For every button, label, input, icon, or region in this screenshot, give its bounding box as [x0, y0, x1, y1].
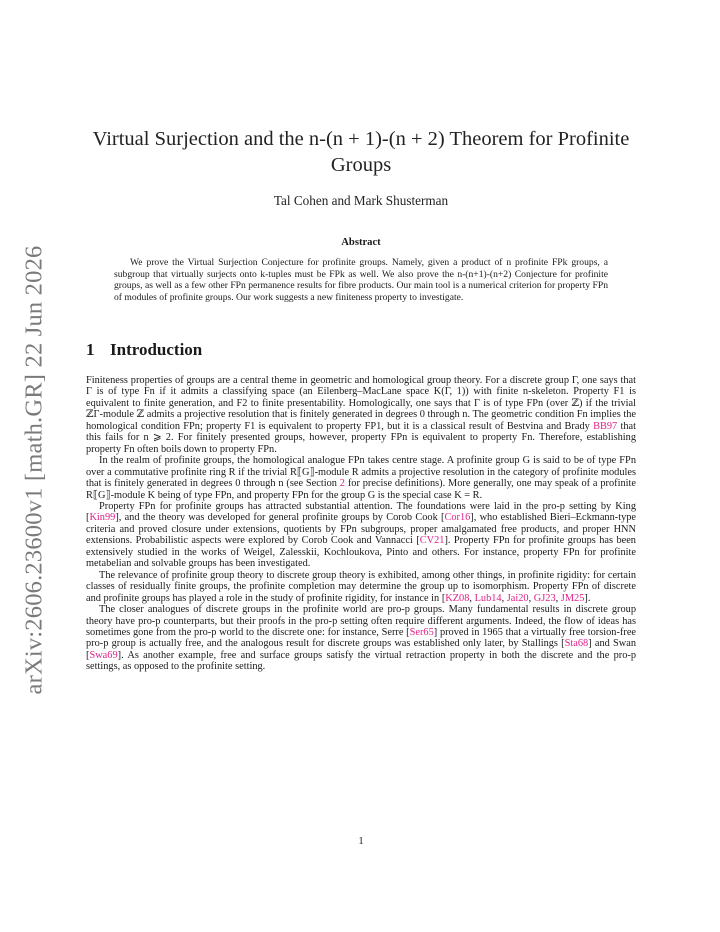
citation-link[interactable]: JM25: [560, 592, 585, 604]
citation-link[interactable]: GJ23: [533, 592, 556, 604]
citation-link[interactable]: Lub14: [474, 592, 502, 604]
citation-link[interactable]: KZ08: [445, 592, 470, 604]
paragraph-text: Finiteness properties of groups are a central theme in geometric and homological group theory. For a discrete group Γ, one says that Γ is of type Fn if it admits a classifying space (an Eilenberg–MacLane space K(Γ, 1)) with finite n-skeleton. Property F1 is equivalent to finite generation, and F2 to finite presentability. Homologically, one says that Γ is of type FPn (over ℤ) if the trivial ℤΓ-module ℤ admits a projective resolution that is finitely generated in degrees 0 through n. The geometric condition Fn implies the homological condition FPn; property F1 is equivalent to property FP1, but it is a classical result of Bestvina and Brady: [86, 375, 636, 432]
paragraph-text: ] and Swan [: [86, 638, 636, 661]
body-paragraph: [86, 604, 636, 673]
paragraph-text: ].: [584, 592, 591, 604]
introduction-body: [86, 375, 636, 673]
paper-authors: Tal Cohen and Mark Shusterman: [273, 193, 449, 208]
paragraph-text: ,: [469, 592, 475, 604]
abstract-heading: Abstract: [341, 237, 381, 248]
body-paragraph: [86, 501, 636, 570]
citation-link[interactable]: Ser65: [409, 626, 434, 638]
paragraph-text: ,: [555, 592, 561, 604]
citation-link[interactable]: Cor16: [444, 512, 471, 524]
paragraph-text: ]. Property FPn for profinite groups has been extensively studied in the works of Weigel, Zalesskii, Kochloukova, Pinto and others. For instance, property FPn for profinite metabelian and solvable groups has been investigated.: [86, 535, 636, 570]
section-heading: [86, 340, 202, 360]
body-paragraph: [86, 375, 636, 455]
paragraph-text: ], and the theory was developed for general profinite groups by Corob Cook [: [115, 512, 445, 524]
paragraph-text: that this fails for n ⩾ 2. For finitely presented groups, however, property FPn is equivalent to property Fn. Therefore, establishing property Fn often boils down to property FPn.: [86, 420, 636, 455]
body-paragraph: [86, 570, 636, 604]
citation-link[interactable]: Swa69: [89, 649, 118, 661]
paragraph-text: The relevance of profinite group theory to discrete group theory is exhibited, among other things, in profinite rigidity: for certain classes of residually finite groups, the profinite completion may determine the group up to isomorphism. Property FPn of discrete and profinite groups has played a role in the study of profinite rigidity, for instance in [: [86, 569, 636, 604]
page-number: 1: [358, 836, 364, 847]
paragraph-text: for precise definitions). More generally, one may speak of a profinite R⟦G⟧-module K being of type FPn, and property FPn for the group G is the special case K = R.: [86, 478, 636, 501]
paragraph-text: ,: [528, 592, 534, 604]
paragraph-text: ,: [501, 592, 507, 604]
citation-link[interactable]: Jai20: [506, 592, 529, 604]
abstract-body: We prove the Virtual Surjection Conjecture for profinite groups. Namely, given a product of n profinite FPk groups, a subgroup that virtually surjects onto k-tuples must be FPk as well. We also prove the n-(n+1)-(n+2) Conjecture for profinite groups, as well as a few other FPn permanence results for fibre products. Our main tool is a numerical criterion for property FPn of modules of profinite groups. Our work suggests a new finiteness property to investigate.: [114, 257, 608, 303]
paragraph-text: ]. As another example, free and surface groups satisfy the virtual retraction property in both the discrete and the pro-p settings, as opposed to the profinite setting.: [86, 649, 636, 673]
paragraph-text: The closer analogues of discrete groups in the profinite world are pro-p groups. Many fundamental results in discrete group theory have pro-p counterparts, but their proofs in the pro-p setting often require different arguments. Indeed, the flow of ideas has sometimes gone from the pro-p world to the discrete one: for instance, Serre [: [86, 604, 636, 638]
citation-link[interactable]: Kin99: [89, 512, 116, 524]
body-paragraph: [86, 455, 636, 501]
paragraph-text: Property FPn for profinite groups has attracted substantial attention. The foundations were laid in the pro-p setting by King [: [86, 500, 636, 524]
citation-link[interactable]: 2: [339, 478, 345, 490]
paragraph-text: ], who established Bieri–Eckmann-type criteria and proved closure under extensions, quotients by FPn subgroups, proper amalgamated free products, and proper HNN extensions. Probabilistic aspects were explored by Corob Cook and Vannacci [: [86, 512, 637, 547]
arxiv-sidebar-stamp: [6, 190, 62, 750]
citation-link[interactable]: Sta68: [564, 638, 589, 650]
arxiv-identifier: arXiv:2606.23600v1 [math.GR] 22 Jun 2026: [20, 245, 47, 695]
citation-link[interactable]: CV21: [419, 535, 445, 547]
citation-link[interactable]: BB97: [593, 420, 618, 432]
paragraph-text: In the realm of profinite groups, the homological analogue FPn takes centre stage. A profinite group G is said to be of type FPn over a commutative profinite ring R if the trivial R⟦G⟧-module R admits a projective resolution in the category of profinite modules that is finitely generated in degrees 0 through n (see Section: [86, 455, 636, 490]
section-number: 1: [86, 340, 95, 359]
section-title: Introduction: [110, 340, 203, 359]
paper-title: Virtual Surjection and the n-(n + 1)-(n + 2) Theorem for Profinite Groups: [92, 128, 630, 176]
paragraph-text: ] proved in 1965 that a virtually free torsion-free pro-p group is actually free, and the analogous result for discrete groups was established only later, by Stallings [: [86, 626, 636, 650]
